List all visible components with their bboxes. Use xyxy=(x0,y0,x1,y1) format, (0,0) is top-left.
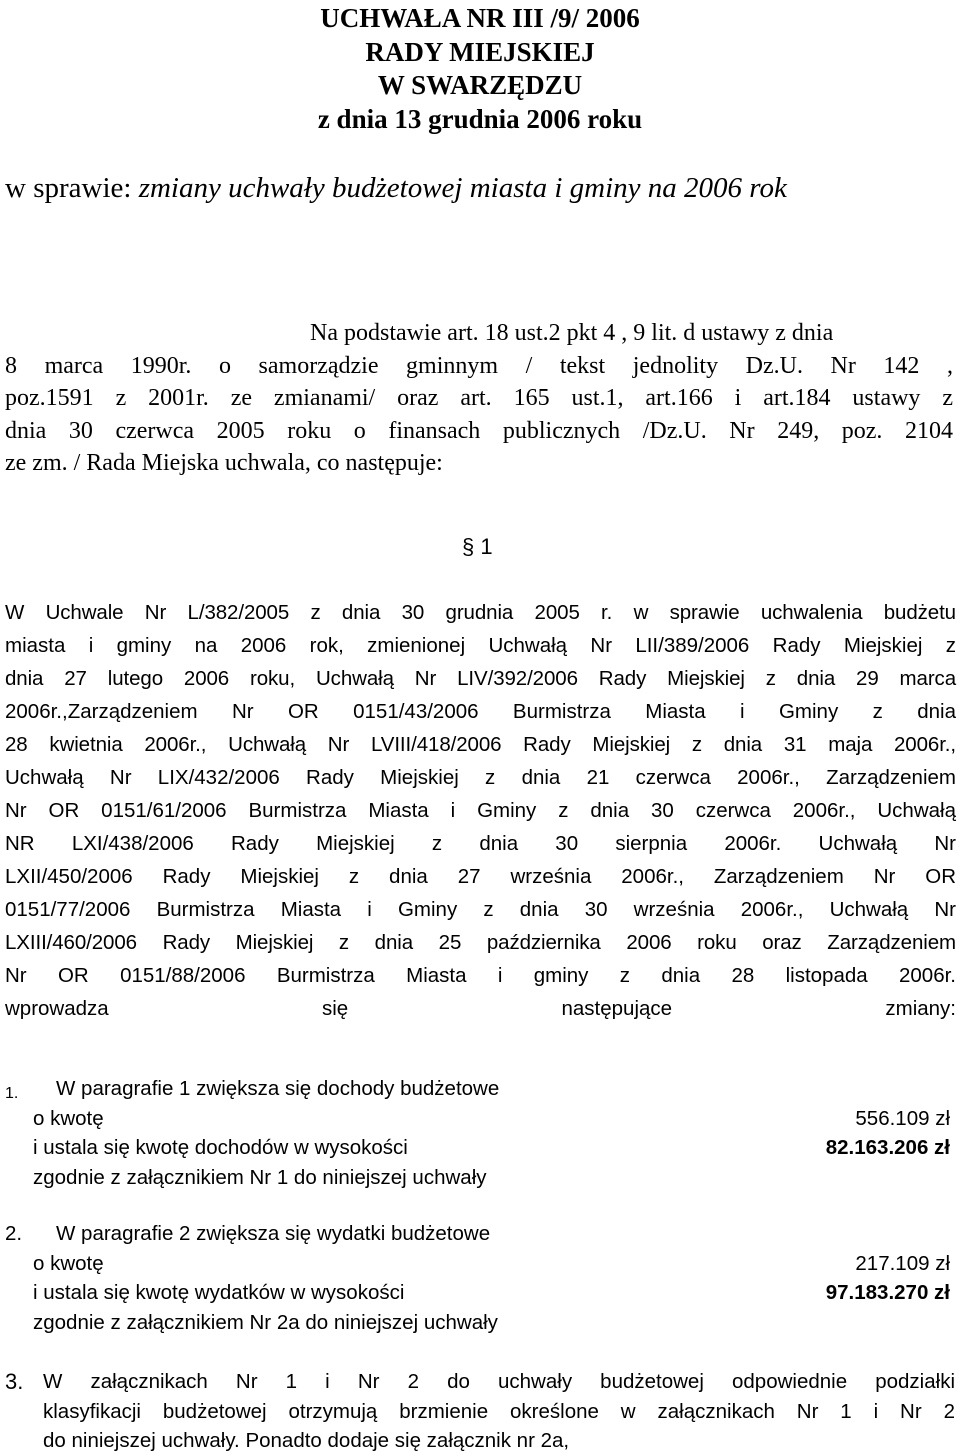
item-line: klasyfikacji budżetowej otrzymują brzmienie określone w załącznikach Nr 1 i Nr 2 xyxy=(43,1399,955,1423)
change-item-classification xyxy=(5,1367,955,1456)
title-council: RADY MIEJSKIEJ xyxy=(365,36,595,67)
item-amount-row xyxy=(5,1104,950,1134)
item-total-row xyxy=(5,1278,950,1308)
body-line: Uchwałą Nr LIX/432/2006 Rady Miejskiej z dnia 21 czerwca 2006r., Zarządzeniem xyxy=(5,766,956,789)
item-annex-text: zgodnie z załącznikiem Nr 2a do niniejszej uchwały xyxy=(33,1310,498,1334)
item-annex xyxy=(5,1163,950,1193)
item-heading xyxy=(5,1074,950,1104)
paragraph-body xyxy=(5,596,956,1025)
preamble-line: ze zm. / Rada Miejska uchwala, co następuje: xyxy=(5,450,443,476)
preamble xyxy=(5,317,953,480)
subject-text: zmiany uchwały budżetowej miasta i gminy na 2006 rok xyxy=(138,172,787,204)
change-item-expenses xyxy=(5,1219,950,1337)
document-subject xyxy=(5,170,787,206)
body-line: LXIII/460/2006 Rady Miejskiej z dnia 25 października 2006 roku oraz Zarządzeniem xyxy=(5,931,956,954)
preamble-line: Na podstawie art. 18 ust.2 pkt 4 , 9 lit. d ustawy z dnia xyxy=(310,320,834,346)
item-amount-value: 217.109 zł xyxy=(855,1251,950,1275)
body-line: Nr OR 0151/88/2006 Burmistrza Miasta i gminy z dnia 28 listopada 2006r. xyxy=(5,964,956,987)
body-line: 28 kwietnia 2006r., Uchwałą Nr LVIII/418/2006 Rady Miejskiej z dnia 31 maja 2006r., xyxy=(5,733,956,756)
preamble-line: 8 marca 1990r. o samorządzie gminnym / tekst jednolity Dz.U. Nr 142 , xyxy=(5,352,953,379)
item-number: 2. xyxy=(5,1222,23,1245)
item-heading-text: W paragrafie 1 zwiększa się dochody budżetowe xyxy=(56,1077,500,1100)
item-amount-label: o kwotę xyxy=(33,1251,104,1275)
item-annex xyxy=(5,1308,950,1338)
item-heading-text: W paragrafie 2 zwiększa się wydatki budżetowe xyxy=(56,1222,491,1245)
title-town: W SWARZĘDZU xyxy=(377,70,583,100)
item-amount-label: o kwotę xyxy=(33,1106,104,1130)
document-title xyxy=(0,2,960,136)
item-amount-value: 556.109 zł xyxy=(855,1106,950,1130)
preamble-line: dnia 30 czerwca 2005 roku o finansach publicznych /Dz.U. Nr 249, poz. 2104 xyxy=(5,417,953,444)
change-item-income xyxy=(5,1074,950,1192)
body-line: 0151/77/2006 Burmistrza Miasta i Gminy z dnia 30 września 2006r., Uchwałą Nr xyxy=(5,898,956,921)
body-line: W Uchwale Nr L/382/2005 z dnia 30 grudnia 2005 r. w sprawie uchwalenia budżetu xyxy=(5,601,956,624)
item-total-value: 82.163.206 zł xyxy=(825,1136,950,1159)
paragraph-sign: § 1 xyxy=(462,534,493,559)
item-total-row xyxy=(5,1133,950,1163)
item-heading xyxy=(5,1219,950,1249)
item-line: do niniejszej uchwały. Ponadto dodaje się załącznik nr 2a, xyxy=(43,1429,570,1452)
item-annex-text: zgodnie z załącznikiem Nr 1 do niniejszej uchwały xyxy=(33,1165,487,1189)
item-number: 3. xyxy=(5,1369,24,1394)
title-resolution-number: UCHWAŁA NR III /9/ 2006 xyxy=(320,3,640,33)
body-line: 2006r.,Zarządzeniem Nr OR 0151/43/2006 Burmistrza Miasta i Gminy z dnia xyxy=(5,700,956,723)
title-date: z dnia 13 grudnia 2006 roku xyxy=(317,103,643,134)
item-amount-row xyxy=(5,1249,950,1279)
item-total-value: 97.183.270 zł xyxy=(825,1281,950,1304)
body-line: Nr OR 0151/61/2006 Burmistrza Miasta i Gminy z dnia 30 czerwca 2006r., Uchwałą xyxy=(5,799,956,822)
item-line: W załącznikach Nr 1 i Nr 2 do uchwały budżetowej odpowiednie podziałki xyxy=(43,1370,955,1393)
preamble-line: poz.1591 z 2001r. ze zmianami/ oraz art. 165 ust.1, art.166 i art.184 ustawy z xyxy=(5,385,953,411)
body-line: miasta i gminy na 2006 rok, zmienionej Uchwałą Nr LII/389/2006 Rady Miejskiej z xyxy=(5,634,956,657)
body-line: dnia 27 lutego 2006 roku, Uchwałą Nr LIV/392/2006 Rady Miejskiej z dnia 29 marca xyxy=(5,667,956,690)
body-line: wprowadza się następujące zmiany: xyxy=(5,997,956,1020)
subject-prefix: w sprawie: xyxy=(5,172,139,204)
body-line: NR LXI/438/2006 Rady Miejskiej z dnia 30 sierpnia 2006r. Uchwałą Nr xyxy=(5,832,956,855)
item-number: 1. xyxy=(5,1085,19,1102)
item-total-label: i ustala się kwotę wydatków w wysokości xyxy=(33,1281,405,1304)
item-total-label: i ustala się kwotę dochodów w wysokości xyxy=(33,1136,408,1159)
body-line: LXII/450/2006 Rady Miejskiej z dnia 27 września 2006r., Zarządzeniem Nr OR xyxy=(5,865,956,888)
